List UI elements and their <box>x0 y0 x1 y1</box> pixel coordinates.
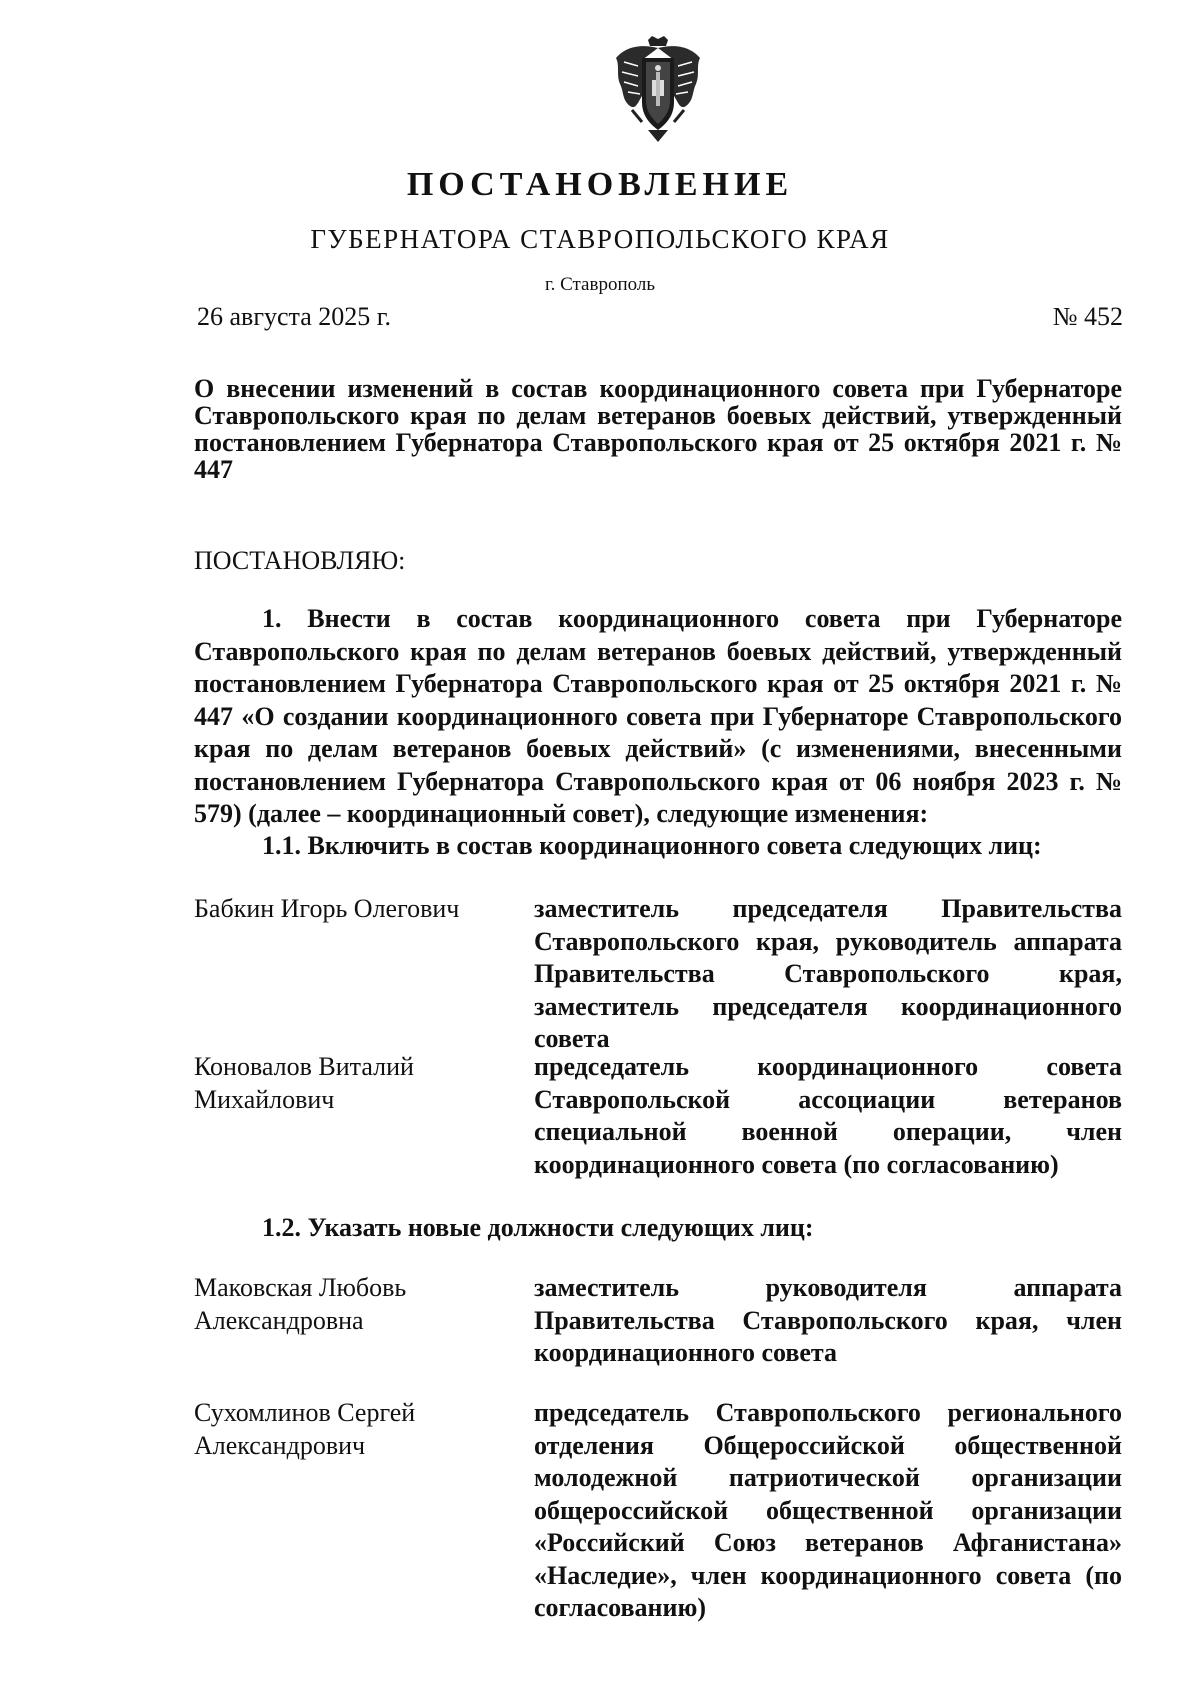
document-subject: О внесении изменений в состав координационного совета при Губернаторе Ставропольского края по делам ветеранов боевых действий, утвержденный постановлением Губернатора Ставропольского края от 25 октября 2021 г. № 447 <box>194 374 1122 484</box>
document-issuer: ГУБЕРНАТОРА СТАВРОПОЛЬСКОГО КРАЯ <box>310 224 890 254</box>
person-name: Сухомлинов Сергей Александрович <box>194 1398 416 1460</box>
subparagraph-1-1: 1.1. Включить в состав координационного совета следующих лиц: <box>262 831 1042 860</box>
subparagraph-1-2: 1.2. Указать новые должности следующих лиц: <box>262 1213 814 1242</box>
paragraph-1: 1. Внести в состав координационного совета при Губернаторе Ставропольского края по делам ветеранов боевых действий, утвержденный постановлением Губернатора Ставропольского края от 25 октября 2021 г. № 447 «О создании координационного совета при Губернаторе Ставропольского края по делам ветеранов боевых действий» (с изменениями, внесенными постановлением Губернатора Ставропольского края от 06 ноября 2023 г. № 579) (далее – координационный совет), следующие изменения: <box>194 604 1122 828</box>
person-position: председатель Ставропольского регионального отделения Общероссийской общественной молодежной патриотической организации общероссийской общественной организации «Российский Союз ветеранов Афганистана» «Наследие», член координационного совета (по согласованию) <box>534 1398 1122 1622</box>
person-name: Маковская Любовь Александровна <box>194 1273 407 1335</box>
person-name: Коновалов Виталий Михайлович <box>194 1052 414 1114</box>
document-city: г. Ставрополь <box>544 274 656 295</box>
decree-heading: ПОСТАНОВЛЯЮ: <box>194 546 406 575</box>
person-name: Бабкин Игорь Олегович <box>194 894 460 923</box>
document-date: 26 августа 2025 г. <box>197 302 391 331</box>
document-number: № 452 <box>1052 302 1123 331</box>
coat-of-arms-icon <box>612 36 704 144</box>
person-position: заместитель руководителя аппарата Правительства Ставропольского края, член координационного совета <box>534 1273 1122 1367</box>
person-position: заместитель председателя Правительства Ставропольского края, руководитель аппарата Правительства Ставропольского края, заместитель председателя координационного совета <box>534 894 1122 1053</box>
person-position: председатель координационного совета Ставропольской ассоциации ветеранов специальной военной операции, член координационного совета (по согласованию) <box>534 1052 1122 1179</box>
document-title: ПОСТАНОВЛЕНИЕ <box>406 166 794 203</box>
